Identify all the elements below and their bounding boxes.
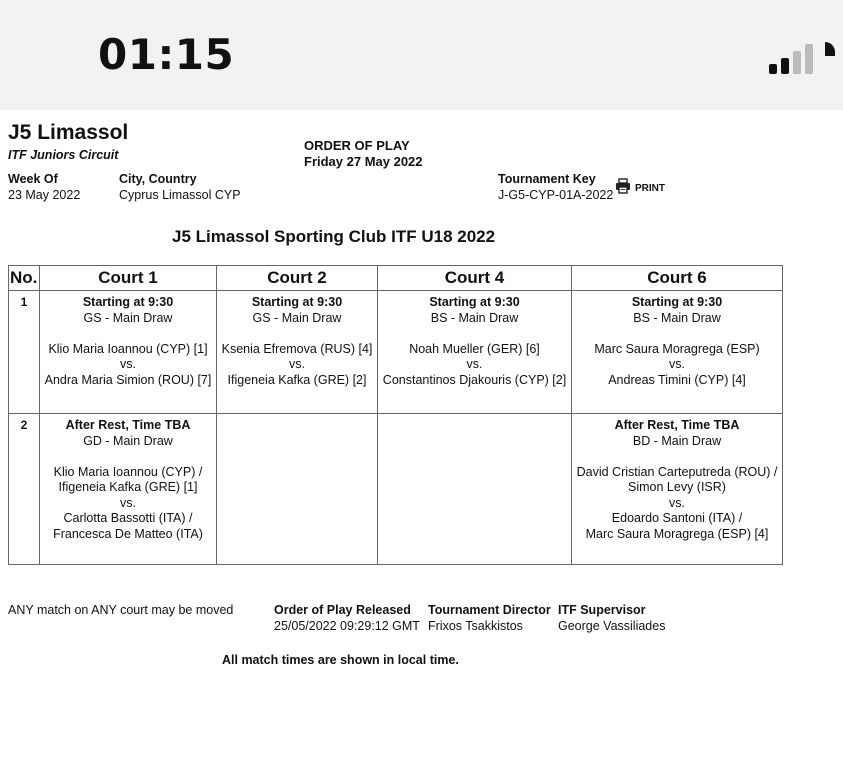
player-name: Andreas Timini (CYP) [4] — [608, 372, 746, 387]
order-of-play-table — [8, 265, 783, 565]
header-court-1: Court 1 — [40, 266, 217, 291]
versus-label: vs. — [669, 357, 685, 371]
versus-label: vs. — [289, 357, 305, 371]
match-time: Starting at 9:30 — [429, 295, 520, 309]
match-event: BD - Main Draw — [632, 433, 722, 448]
released-label: Order of Play Released — [274, 603, 411, 617]
versus-label: vs. — [466, 357, 483, 371]
match-time: Starting at 9:30 — [82, 295, 174, 309]
player-name: Klio Maria Ioannou (CYP) / — [53, 464, 203, 479]
match-event: GS - Main Draw — [83, 310, 173, 325]
match-cell — [40, 291, 217, 414]
header-court-6: Court 6 — [572, 266, 783, 291]
court-change-note: ANY match on ANY court may be moved — [8, 603, 234, 617]
match-cell — [40, 414, 217, 565]
released-value: 25/05/2022 09:29:12 GMT — [274, 619, 420, 633]
header-court-4: Court 4 — [378, 266, 572, 291]
player-name: Ksenia Efremova (RUS) [4] — [221, 341, 373, 356]
match-cell — [572, 291, 783, 414]
player-name: Marc Saura Moragrega (ESP) [4] — [585, 526, 769, 541]
player-name: Ifigeneia Kafka (GRE) [1] — [58, 480, 198, 494]
empty-cell — [217, 414, 378, 565]
player-name: Francesca De Matteo (ITA) — [53, 526, 203, 541]
order-of-play-heading: ORDER OF PLAY — [304, 138, 410, 153]
header-no: No. — [9, 266, 40, 291]
city-country-label: City, Country — [119, 172, 197, 186]
signal-strength-icon — [769, 40, 843, 74]
order-of-play-document — [0, 110, 843, 769]
circuit-name: ITF Juniors Circuit — [8, 148, 119, 162]
match-cell — [572, 414, 783, 565]
status-time: 01:15 — [98, 30, 235, 79]
versus-label: vs. — [120, 357, 136, 371]
print-button[interactable] — [615, 178, 665, 194]
player-name: Edoardo Santoni (ITA) / — [611, 511, 743, 525]
match-cell — [378, 291, 572, 414]
week-of-label: Week Of — [8, 172, 58, 186]
match-time: After Rest, Time TBA — [65, 418, 191, 432]
match-cell — [217, 291, 378, 414]
player-name: Marc Saura Moragrega (ESP) — [594, 341, 760, 356]
supervisor-value: George Vassiliades — [558, 619, 666, 633]
director-value: Frixos Tsakkistos — [428, 619, 523, 633]
match-time: After Rest, Time TBA — [614, 418, 740, 432]
match-time: Starting at 9:30 — [631, 295, 723, 309]
match-event: BS - Main Draw — [430, 310, 519, 325]
player-name: Carlotta Bassotti (ITA) / — [63, 511, 193, 525]
tournament-title: J5 Limassol — [8, 121, 129, 144]
player-name: Klio Maria Ioannou (CYP) [1] — [48, 341, 208, 356]
match-time: Starting at 9:30 — [251, 295, 343, 309]
row-number: 1 — [9, 291, 40, 414]
table-row — [9, 414, 783, 565]
empty-cell — [378, 414, 572, 565]
tournament-key-value: J-G5-CYP-01A-2022 — [498, 188, 614, 202]
match-event: BS - Main Draw — [633, 310, 721, 325]
player-name: Constantinos Djakouris (CYP) [2] — [382, 372, 567, 387]
row-number: 2 — [9, 414, 40, 565]
match-event: GD - Main Draw — [83, 433, 173, 448]
supervisor-label: ITF Supervisor — [558, 603, 646, 617]
header-court-2: Court 2 — [217, 266, 378, 291]
player-name: Noah Mueller (GER) [6] — [409, 341, 540, 356]
table-header-row — [9, 266, 783, 291]
city-country-value: Cyprus Limassol CYP — [119, 188, 241, 202]
table-row — [9, 291, 783, 414]
print-label: PRINT — [635, 183, 665, 194]
match-event: GS - Main Draw — [252, 310, 342, 325]
tournament-full-name: J5 Limassol Sporting Club ITF U18 2022 — [172, 227, 496, 246]
printer-icon — [615, 178, 631, 194]
versus-label: vs. — [120, 495, 136, 510]
order-of-play-date: Friday 27 May 2022 — [304, 154, 423, 169]
tournament-key-label: Tournament Key — [498, 172, 596, 186]
player-name: Andra Maria Simion (ROU) [7] — [44, 372, 212, 387]
status-bar — [0, 0, 843, 110]
player-name: David Cristian Carteputreda (ROU) / — [576, 464, 778, 479]
player-name: Ifigeneia Kafka (GRE) [2] — [227, 372, 367, 387]
local-time-note: All match times are shown in local time. — [222, 653, 459, 667]
director-label: Tournament Director — [428, 603, 551, 617]
player-name: Simon Levy (ISR) — [628, 480, 726, 494]
versus-label: vs. — [669, 495, 685, 510]
week-of-value: 23 May 2022 — [8, 188, 81, 202]
